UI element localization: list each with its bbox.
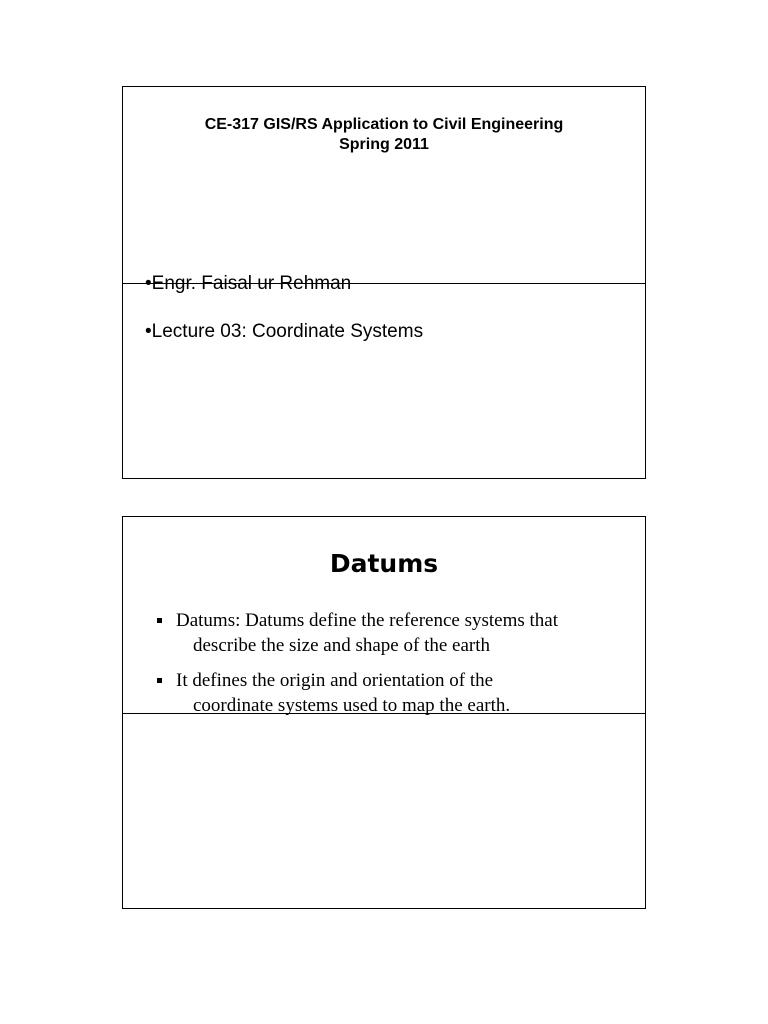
slide-1-title bbox=[123, 115, 645, 155]
lecture-bullet: •Lecture 03: Coordinate Systems bbox=[145, 321, 424, 342]
course-title: CE-317 GIS/RS Application to Civil Engineering bbox=[204, 116, 564, 133]
list-item bbox=[157, 668, 627, 718]
slide-1 bbox=[122, 86, 646, 479]
semester-label: Spring 2011 bbox=[339, 136, 429, 153]
square-bullet-icon bbox=[157, 618, 162, 623]
slide-2 bbox=[122, 516, 646, 909]
slide-2-title: Datums bbox=[329, 549, 439, 578]
list-item-line-2: coordinate systems used to map the earth. bbox=[193, 695, 511, 716]
list-item bbox=[157, 608, 627, 658]
list-item-line-1: Datums: Datums define the reference systems that bbox=[176, 610, 558, 631]
instructor-bullet: •Engr. Faisal ur Rehman bbox=[145, 273, 352, 294]
slide-2-divider bbox=[123, 713, 645, 714]
list-item-line-2: describe the size and shape of the earth bbox=[193, 635, 491, 656]
list-item-line-1: It defines the origin and orientation of the bbox=[176, 670, 494, 691]
square-bullet-icon bbox=[157, 678, 162, 683]
